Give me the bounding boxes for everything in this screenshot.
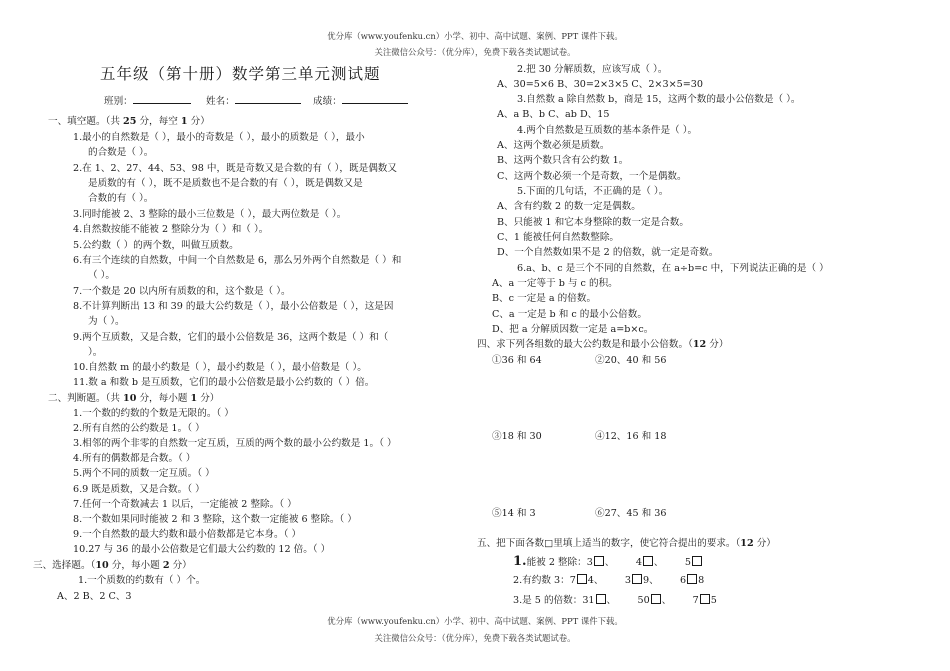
class-blank[interactable] bbox=[133, 93, 191, 104]
s2-item-10: 10.27 与 36 的最小公倍数是它们最大公约数的 12 倍。（ ） bbox=[73, 544, 331, 555]
s3-q6-option-b: B、c 一定是 a 的倍数。 bbox=[492, 293, 597, 304]
s3-q6-option-c: C、a 一定是 b 和 c 的最小公倍数。 bbox=[492, 309, 647, 320]
s3-q4-option-a: A、这两个数必须是质数。 bbox=[497, 140, 610, 151]
digit-box[interactable] bbox=[692, 556, 702, 566]
s3-q4-option-c: C、这两个数必须一个是奇数，一个是偶数。 bbox=[497, 171, 687, 182]
footer-line-1: 优分库（www.youfenku.cn）小学、初中、高中试题、案例、PPT 课件下载。 bbox=[327, 616, 623, 626]
info-line bbox=[104, 93, 408, 108]
s1-q7: 7.一个数是 20 以内所有质数的和，这个数是（ ）。 bbox=[73, 286, 291, 297]
s1-q9a: 9.两个互质数，又是合数，它们的最小公倍数是 36，这两个数是（ ）和（ bbox=[73, 332, 389, 343]
digit-box[interactable] bbox=[700, 594, 710, 604]
s1-q2b: 是质数的有（ ），既不是质数也不是合数的有（ ），既是偶数又是 bbox=[88, 178, 363, 189]
score-blank[interactable] bbox=[342, 93, 408, 104]
s5-row-1: 1.能被 2 整除：3 、 4 、 5 bbox=[513, 555, 703, 569]
s3-q5-option-d: D、一个自然数如果不是 2 的倍数，就一定是奇数。 bbox=[497, 247, 719, 258]
s3-q6-option-a: A、a 一定等于 b 与 c 的积。 bbox=[492, 278, 618, 289]
s3-heading: 三、选择题。（10 分，每小题 2 分） bbox=[33, 560, 192, 571]
name-blank[interactable] bbox=[235, 93, 301, 104]
s4-item-6: ⑥27、45 和 36 bbox=[595, 508, 667, 519]
digit-box[interactable] bbox=[643, 556, 653, 566]
s3-q1-options: A、2 B、2 C、3 bbox=[57, 591, 132, 602]
digit-box[interactable] bbox=[651, 594, 661, 604]
s4-item-3: ③18 和 30 bbox=[492, 431, 542, 442]
s4-heading: 四、求下列各组数的最大公约数是和最小公倍数。（12 分） bbox=[477, 339, 729, 350]
s3-q2: 2.把 30 分解质数，应该写成（ ）。 bbox=[517, 64, 668, 75]
digit-box[interactable] bbox=[594, 556, 604, 566]
s3-q5-option-a: A、含有约数 2 的数一定是偶数。 bbox=[497, 201, 641, 212]
s1-q5: 5.公约数（ ）的两个数，叫做互质数。 bbox=[73, 240, 239, 251]
s1-q1a: 1.最小的自然数是（ ），最小的奇数是（ ），最小的质数是（ ），最小 bbox=[73, 132, 365, 143]
header-line-1: 优分库（www.youfenku.cn）小学、初中、高中试题、案例、PPT 课件下载。 bbox=[327, 31, 623, 41]
name-label: 姓名： bbox=[206, 96, 235, 107]
s3-q5-option-c: C、1 能被任何自然数整除。 bbox=[497, 232, 620, 243]
s3-q5-option-b: B、只能被 1 和它本身整除的数一定是合数。 bbox=[497, 217, 689, 228]
s2-item-6: 6.9 既是质数，又是合数。（ ） bbox=[73, 484, 205, 495]
s1-q9b: ）。 bbox=[88, 347, 103, 358]
s1-q6b: （ ）。 bbox=[88, 270, 116, 281]
page-title: 五年级（第十册）数学第三单元测试题 bbox=[100, 65, 381, 83]
header-line-2: 关注微信公众号：（优分库），免费下载各类试题试卷。 bbox=[374, 47, 576, 57]
digit-box[interactable] bbox=[687, 574, 697, 584]
s3-q3-options: A、a B、b C、ab D、15 bbox=[497, 109, 610, 120]
s1-q11: 11.数 a 和数 b 是互质数，它们的最小公倍数是最小公约数的（ ）倍。 bbox=[73, 377, 375, 388]
s2-item-9: 9.一个自然数的最大约数和最小倍数都是它本身。（ ） bbox=[73, 529, 302, 540]
s1-q2a: 2.在 1、2、27、44、53、98 中，既是奇数又是合数的有（ ），既是偶数又 bbox=[73, 163, 397, 174]
s1-heading: 一、填空题。（共 25 分，每空 1 分） bbox=[48, 116, 210, 127]
s4-item-1: ①36 和 64 bbox=[492, 355, 542, 366]
s3-q5: 5.下面的几句话，不正确的是（ ）。 bbox=[517, 186, 669, 197]
digit-box[interactable] bbox=[632, 574, 642, 584]
s1-q1b: 的合数是（ ）。 bbox=[88, 147, 154, 158]
s2-item-4: 4.所有的偶数都是合数。（ ） bbox=[73, 453, 196, 464]
score-label: 成绩： bbox=[313, 96, 342, 107]
digit-box[interactable] bbox=[577, 574, 587, 584]
s2-item-1: 1.一个数的约数的个数是无限的。（ ） bbox=[73, 408, 234, 419]
s4-item-2: ②20、40 和 56 bbox=[595, 355, 667, 366]
s5-heading: 五、把下面各数□里填上适当的数字，使它符合提出的要求。（12 分） bbox=[477, 538, 776, 549]
s2-item-3: 3.相邻的两个非零的自然数一定互质，互质的两个数的最小公约数是 1。（ ） bbox=[73, 438, 397, 449]
s1-q10: 10.自然数 m 的最小约数是（ ），最小约数是（ ），最小倍数是（ ）。 bbox=[73, 362, 367, 373]
s2-item-7: 7.任何一个奇数减去 1 以后，一定能被 2 整除。（ ） bbox=[73, 499, 297, 510]
s1-q8a: 8.不计算判断出 13 和 39 的最大公约数是（ ），最小公倍数是（ ），这是因 bbox=[73, 301, 394, 312]
s1-q6a: 6.有三个连续的自然数，中间一个自然数是 6，那么另外两个自然数是（ ）和 bbox=[73, 255, 402, 266]
s3-q4: 4.两个自然数是互质数的基本条件是（ ）。 bbox=[517, 125, 698, 136]
s2-heading: 二、判断题。（共 10 分，每小题 1 分） bbox=[48, 393, 220, 404]
s3-q3: 3.自然数 a 除自然数 b，商是 15，这两个数的最小公倍数是（ ）。 bbox=[517, 94, 801, 105]
s2-item-5: 5.两个不同的质数一定互质。（ ） bbox=[73, 468, 215, 479]
footer-line-2: 关注微信公众号：（优分库），免费下载各类试题试卷。 bbox=[374, 633, 576, 643]
s4-item-5: ⑤14 和 3 bbox=[492, 508, 536, 519]
s1-q3: 3.同时能被 2、3 整除的最小三位数是（ ），最大两位数是（ ）。 bbox=[73, 209, 347, 220]
s2-item-2: 2.所有自然的公约数是 1。（ ） bbox=[73, 423, 205, 434]
s3-q6: 6.a、b、c 是三个不同的自然数，在 a÷b=c 中，下列说法正确的是（ ） bbox=[517, 263, 829, 274]
s1-q2c: 合数的有（ ）。 bbox=[88, 193, 154, 204]
s2-item-8: 8.一个数如果同时能被 2 和 3 整除，这个数一定能被 6 整除。（ ） bbox=[73, 514, 357, 525]
digit-box[interactable] bbox=[596, 594, 606, 604]
s5-row-2: 2.有约数 3：7 4、 3 9、 6 8 bbox=[513, 575, 705, 586]
s3-q1: 1.一个质数的约数有（ ）个。 bbox=[78, 575, 206, 586]
s3-q2-options: A、30=5×6 B、30=2×3×5 C、2×3×5=30 bbox=[497, 79, 703, 90]
s4-item-4: ④12、16 和 18 bbox=[595, 431, 667, 442]
s3-q6-option-d: D、把 a 分解质因数一定是 a=b×c。 bbox=[492, 324, 654, 335]
s1-q4: 4.自然数按能不能被 2 整除分为（ ）和（ ）。 bbox=[73, 224, 269, 235]
s5-row-3: 3.是 5 的倍数：31 、 50 、 7 5 bbox=[513, 595, 717, 606]
class-label: 班别： bbox=[104, 96, 133, 107]
s3-q4-option-b: B、这两个数只含有公约数 1。 bbox=[497, 155, 629, 166]
s1-q8b: 为（ ）。 bbox=[88, 316, 125, 327]
